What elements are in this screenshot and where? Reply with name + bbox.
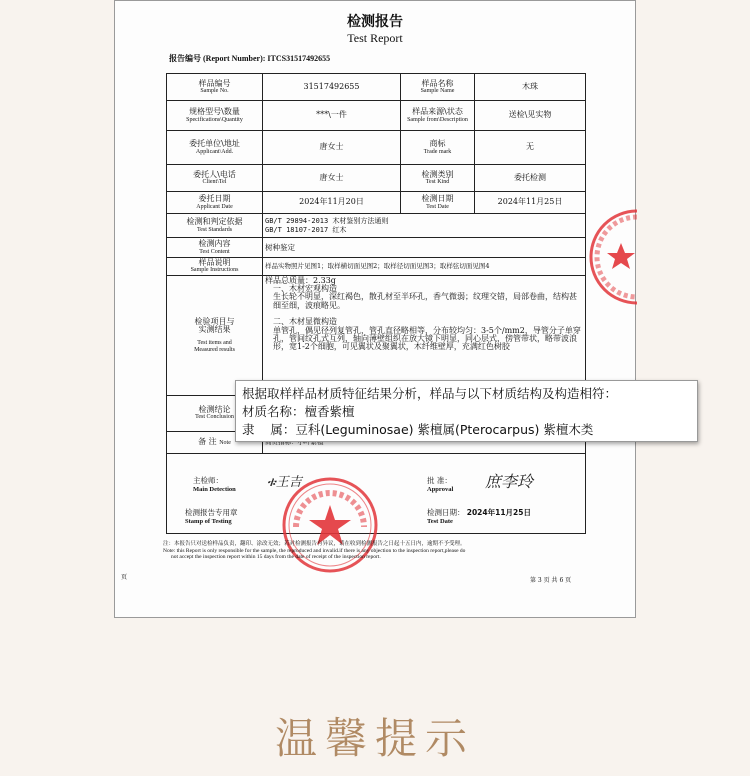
main-detection-label: 主检师： Main Detection <box>193 476 236 493</box>
value-test-kind: 委托检测 <box>475 165 586 192</box>
test-date-label: 检测日期： 2024年11月25日 Test Date <box>427 508 531 525</box>
label-test-date: 检测日期 Test Date <box>401 192 475 214</box>
value-spec: ***\一件 <box>263 101 401 131</box>
label-source: 样品来源\状态 Sample from\Description <box>401 101 475 131</box>
label-applicant: 委托单位\地址 Applicant\Add. <box>167 131 263 165</box>
page-number: 第 3 页 共 6 页 <box>530 577 572 584</box>
report-number: 报告编号 (Report Number): ITCS31517492655 <box>169 54 331 63</box>
label-spec: 规格型号\数量 Specifications\Quantity <box>167 101 263 131</box>
label-conclusion: 检测结论 Test Conclusion <box>167 395 263 431</box>
report-note: 注：本报告只对送检样品负责，翻印、涂改无效；若对检测报告有异议，请在收到检测报告之日起十五日内，逾期不予受理。 Note: this Report is only responsible for the sample, the reproduced and invalid.if there is any objection to the inspection report,please do not accept the inspection report within 15 days from the date of receipt of the inspection report. <box>163 541 466 561</box>
callout-line-2: 材质名称：檀香紫檀 <box>242 404 355 420</box>
stamp-label: 检测报告专用章 Stamp of Testing <box>185 508 238 525</box>
approval-signature: 庶李玲 <box>485 472 534 491</box>
value-instructions: 样品实物照片见图1；取样横切面见图2；取样径切面见图3；取样弦切面见图4 <box>263 258 586 276</box>
page-mark: 页 <box>121 574 128 581</box>
label-applicant-date: 委托日期 Applicant Date <box>167 192 263 214</box>
label-trade-mark: 商标 Trade mark <box>401 131 475 165</box>
value-client: 唐女士 <box>263 165 401 192</box>
conclusion-callout <box>235 380 698 442</box>
approval-label: 批 准： Approval <box>427 476 454 493</box>
value-applicant-date: 2024年11月20日 <box>263 192 401 214</box>
value-sample-no: 31517492655 <box>263 74 401 101</box>
label-instructions: 样品说明 Sample Instructions <box>167 258 263 276</box>
report-page <box>114 0 636 618</box>
value-results: 样品总质量：2.33g 一、木材宏观构造 生长轮不明显，深红褐色，散孔材至半环孔，香气微弱；纹理交错，局部卷曲，结构甚细至细，波痕略见。 二、木材显微构造 单管孔，偶见径列复管孔，管孔直径略相等，分布较均匀：3-5个/mm2，导管分子单穿孔，管间纹孔式互列，轴向薄壁组织在放大镜下明显，同心层式，傍管带状，略带波浪形，宽1-2个细胞，可见翼状及聚翼状，木纤维壁厚，充满红色树胶 <box>263 275 586 395</box>
main-detection-signature: ቱ王吉 <box>267 475 302 490</box>
value-test-date: 2024年11月25日 <box>475 192 586 214</box>
side-seal-icon <box>587 207 637 307</box>
value-content: 树种鉴定 <box>263 238 586 258</box>
label-content: 检测内容 Test Content <box>167 238 263 258</box>
report-table <box>166 73 586 534</box>
label-test-kind: 检测类别 Test Kind <box>401 165 475 192</box>
callout-line-1: 根据取样样品材质特征结果分析，样品与以下材质结构及构造相符： <box>242 386 618 401</box>
label-results: 检验项目与 实测结果 Test items and Measured results <box>167 275 263 395</box>
label-standards: 检测和判定依据 Test Standards <box>167 214 263 238</box>
warm-tips-title: 温馨提示 <box>274 714 475 763</box>
label-remark: 备 注 Note <box>167 431 263 453</box>
value-standards: GB/T 29894-2013 木材鉴别方法通则 GB/T 18107-2017 红木 <box>263 214 586 238</box>
report-title-en: Test Report <box>347 31 403 45</box>
value-sample-name: 木珠 <box>475 74 586 101</box>
report-title: 检测报告 <box>347 14 403 30</box>
label-sample-no: 样品编号 Sample No. <box>167 74 263 101</box>
label-client: 委托人\电话 Client\Tel <box>167 165 263 192</box>
callout-line-3: 隶 属：豆科(Leguminosae) 紫檀属(Pterocarpus) 紫檀木类 <box>242 422 594 438</box>
value-trade-mark: 无 <box>475 131 586 165</box>
label-sample-name: 样品名称 Sample Name <box>401 74 475 101</box>
value-source: 送检\见实物 <box>475 101 586 131</box>
value-applicant: 唐女士 <box>263 131 401 165</box>
